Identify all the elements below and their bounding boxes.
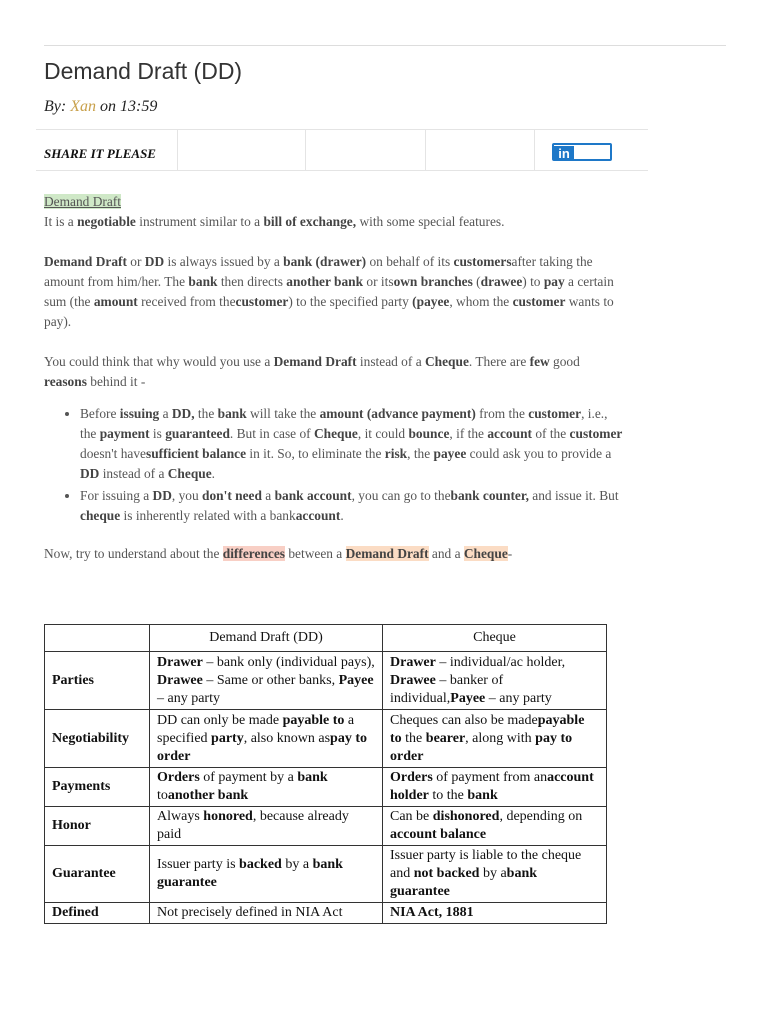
share-divider (534, 130, 535, 170)
share-divider (177, 130, 178, 170)
cheque-cell: Orders of payment from anaccount holder to the bank (383, 768, 607, 807)
table-header-cell: Demand Draft (DD) (150, 625, 383, 652)
article-body (44, 192, 624, 564)
byline (44, 98, 157, 116)
share-bar (36, 129, 648, 171)
row-label: Parties (45, 652, 150, 710)
row-label: Negotiability (45, 710, 150, 768)
list-item: • Before issuing a DD, the bank will take the amount (advance payment) from the customer, i.e., the payment is guaranteed. But in case of Cheque, it could bounce, if the account of the customer doesn't havesufficient balance in it. So, to eliminate the risk, the payee could ask you to provide a DD instead of a Cheque. (80, 404, 624, 484)
cheque-cell: Cheques can also be madepayable to the bearer, along with pay to order (383, 710, 607, 768)
top-divider (44, 45, 726, 46)
dd-cell: Issuer party is backed by a bank guarantee (150, 846, 383, 903)
page-title: Demand Draft (DD) (44, 58, 243, 84)
dd-cell: Drawer – bank only (individual pays), Drawee – Same or other banks, Payee – any party (150, 652, 383, 710)
linkedin-icon: in (554, 146, 574, 160)
table-row (45, 846, 607, 903)
share-divider (425, 130, 426, 170)
cheque-cell: Drawer – individual/ac holder, Drawee – banker of individual,Payee – any party (383, 652, 607, 710)
table-row (45, 652, 607, 710)
dd-cell: Always honored, because already paid (150, 807, 383, 846)
share-label: SHARE IT PLEASE (44, 146, 156, 161)
table-header-cell (45, 625, 150, 652)
row-label: Honor (45, 807, 150, 846)
dd-cell: Not precisely defined in NIA Act (150, 903, 383, 924)
paragraph-reasons: You could think that why would you use a Demand Draft instead of a Cheque. There are few good reasons behind it - (44, 354, 580, 389)
table-row (45, 807, 607, 846)
cheque-cell: Issuer party is liable to the cheque and not backed by abank guarantee (383, 846, 607, 903)
dd-cell: DD can only be made payable to a specified party, also known aspay to order (150, 710, 383, 768)
paragraph-intro: It is a negotiable instrument similar to a bill of exchange, with some special features. (44, 214, 505, 229)
comparison-table (44, 624, 607, 924)
table-header-cell: Cheque (383, 625, 607, 652)
cheque-cell: NIA Act, 1881 (383, 903, 607, 924)
post-time: on 13:59 (95, 98, 158, 115)
section-heading-link[interactable]: Demand Draft (44, 194, 121, 209)
cheque-cell: Can be dishonored, depending on account balance (383, 807, 607, 846)
table-body (45, 652, 607, 924)
share-divider (305, 130, 306, 170)
author-link[interactable]: Xan (70, 98, 96, 115)
linkedin-share-button[interactable] (552, 143, 612, 161)
table-row (45, 768, 607, 807)
reasons-list (44, 404, 624, 526)
paragraph-definition: Demand Draft or DD is always issued by a bank (drawer) on behalf of its customersafter taking the amount from him/her. The bank then directs another bank or itsown branches (drawee) to pay a certain sum (the amount received from thecustomer) to the specified party (payee, whom the customer wants to pay). (44, 254, 614, 329)
by-prefix: By: (44, 98, 71, 115)
table-row (45, 710, 607, 768)
table-row (45, 903, 607, 924)
paragraph-differences: Now, try to understand about the differences between a Demand Draft and a Cheque- (44, 546, 513, 561)
row-label: Defined (45, 903, 150, 924)
dd-cell: Orders of payment by a bank toanother bank (150, 768, 383, 807)
row-label: Payments (45, 768, 150, 807)
list-item: • For issuing a DD, you don't need a bank account, you can go to thebank counter, and issue it. But cheque is inherently related with a bankaccount. (80, 486, 624, 526)
row-label: Guarantee (45, 846, 150, 903)
table-header-row (45, 625, 607, 652)
